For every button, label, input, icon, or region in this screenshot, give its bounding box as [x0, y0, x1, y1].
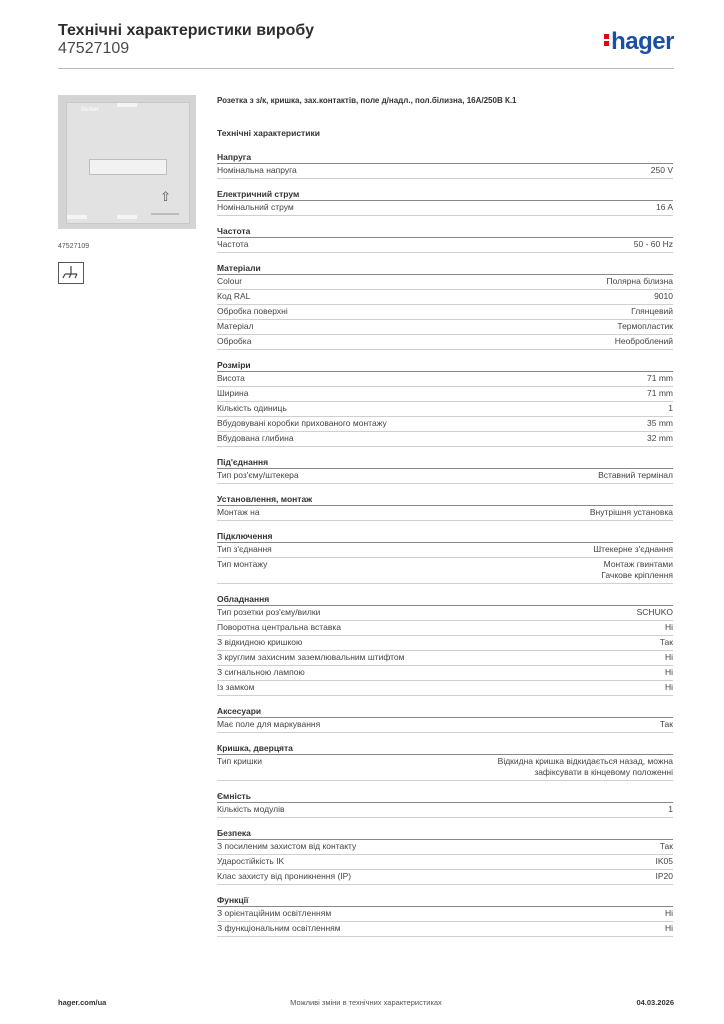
spec-row [217, 636, 673, 651]
spec-row [217, 870, 673, 885]
spec-value: Вставний термінал [598, 470, 673, 480]
spec-value: Ні [664, 667, 673, 677]
spec-group [217, 456, 673, 484]
spec-group-title: Ємність [217, 790, 673, 803]
spec-label: Ударостійкість IK [217, 856, 285, 866]
spec-group [217, 151, 673, 179]
spec-group-title: Аксесуари [217, 705, 673, 718]
spec-row [217, 164, 673, 179]
spec-groups [217, 151, 673, 937]
spec-group [217, 493, 673, 521]
spec-label: Має поле для маркування [217, 719, 321, 729]
spec-label: З посиленим захистом від контакту [217, 841, 357, 851]
spec-row [217, 718, 673, 733]
spec-value: 71 mm [647, 388, 673, 398]
spec-value: 9010 [654, 291, 673, 301]
spec-group [217, 359, 673, 447]
spec-group-title: Напруга [217, 151, 673, 164]
spec-group [217, 790, 673, 818]
spec-row [217, 275, 673, 290]
spec-value: Ні [664, 923, 673, 933]
spec-row [217, 621, 673, 636]
spec-label: Кількість модулів [217, 804, 285, 814]
spec-label: Монтаж на [217, 507, 260, 517]
spec-value: 50 - 60 Hz [633, 239, 673, 249]
spec-row [217, 681, 673, 696]
spec-row [217, 417, 673, 432]
spec-row [217, 402, 673, 417]
spec-label: Ширина [217, 388, 249, 398]
spec-value: Ні [664, 682, 673, 692]
footer-website[interactable]: hager.com/ua [58, 998, 107, 1007]
product-number: 47527109 [58, 40, 130, 57]
spec-label: Номінальна напруга [217, 165, 297, 175]
spec-group-title: Безпека [217, 827, 673, 840]
spec-value: Монтаж гвинтами Гачкове кріплення [601, 559, 673, 580]
spec-value: 1 [668, 403, 673, 413]
spec-group-title: Частота [217, 225, 673, 238]
spec-label: З функціональним освітленням [217, 923, 341, 933]
spec-label: Номінальний струм [217, 202, 294, 212]
spec-row [217, 606, 673, 621]
spec-group [217, 742, 673, 781]
spec-label: Тип роз'єму/штекера [217, 470, 299, 480]
spec-value: Штекерне з'єднання [593, 544, 673, 554]
spec-group-title: Функції [217, 894, 673, 907]
spec-row [217, 387, 673, 402]
spec-row [217, 651, 673, 666]
spec-row [217, 238, 673, 253]
spec-label: Обробка поверхні [217, 306, 288, 316]
spec-label: З орієнтаційним освітленням [217, 908, 332, 918]
spec-group [217, 262, 673, 350]
spec-group-title: Підключення [217, 530, 673, 543]
image-caption: 47527109 [58, 243, 90, 250]
spec-value: IK05 [655, 856, 673, 866]
spec-row [217, 803, 673, 818]
plate-bar [151, 213, 179, 215]
spec-row [217, 543, 673, 558]
page-header [58, 22, 674, 58]
spec-value: SCHUKO [636, 607, 673, 617]
spec-group-title: Кришка, дверцята [217, 742, 673, 755]
spec-group-title: Матеріали [217, 262, 673, 275]
socket-slot [117, 103, 137, 107]
spec-value: Так [659, 841, 673, 851]
spec-value: Так [659, 719, 673, 729]
spec-row [217, 432, 673, 447]
spec-value: 250 V [650, 165, 673, 175]
spec-label: Тип з'єднання [217, 544, 272, 554]
spec-label: Висота [217, 373, 245, 383]
label-field [89, 159, 167, 175]
spec-group [217, 188, 673, 216]
section-title: Технічні характеристики [217, 128, 320, 138]
spec-group-title: Електричний струм [217, 188, 673, 201]
socket-slot [67, 215, 87, 219]
spec-row [217, 755, 673, 781]
spec-row [217, 666, 673, 681]
spec-row [217, 855, 673, 870]
spec-value: 32 mm [647, 433, 673, 443]
spec-row [217, 201, 673, 216]
spec-value: 35 mm [647, 418, 673, 428]
spec-row [217, 305, 673, 320]
hager-logo [604, 28, 674, 56]
socket-slot [117, 215, 137, 219]
footer-note: Можливі зміни в технічних характеристиках [290, 998, 442, 1007]
spec-label: Поворотна центральна вставка [217, 622, 341, 632]
product-image [58, 95, 196, 229]
socket-plate [66, 102, 190, 224]
spec-label: Тип розетки роз'єму/вилки [217, 607, 321, 617]
spec-value: Глянцевий [631, 306, 673, 316]
spec-value: Внутрішня установка [589, 507, 673, 517]
spec-group-title: Під'єднання [217, 456, 673, 469]
up-arrow-icon: ⇧ [160, 189, 171, 204]
spec-group-title: Обладнання [217, 593, 673, 606]
spec-label: Клас захисту від проникнення (IP) [217, 871, 352, 881]
spec-label: З відкидною кришкою [217, 637, 303, 647]
spec-value: Необроблений [614, 336, 673, 346]
spec-label: Вбудована глибина [217, 433, 294, 443]
spec-value: Полярна білизна [606, 276, 673, 286]
earth-symbol-icon [58, 262, 84, 284]
spec-group-title: Розміри [217, 359, 673, 372]
spec-row [217, 907, 673, 922]
plate-brand: Berker [81, 107, 99, 113]
spec-value: Так [659, 637, 673, 647]
spec-group [217, 593, 673, 696]
spec-row [217, 558, 673, 584]
spec-label: Матеріал [217, 321, 254, 331]
spec-value: 16 A [655, 202, 673, 212]
spec-row [217, 290, 673, 305]
logo-text: hager [611, 28, 674, 55]
spec-row [217, 320, 673, 335]
spec-row [217, 506, 673, 521]
spec-value: Ні [664, 622, 673, 632]
spec-group [217, 827, 673, 885]
spec-value: Термопластик [617, 321, 673, 331]
spec-label: Код RAL [217, 291, 251, 301]
spec-row [217, 840, 673, 855]
spec-value: 1 [668, 804, 673, 814]
spec-group-title: Установлення, монтаж [217, 493, 673, 506]
spec-label: Із замком [217, 682, 255, 692]
header-divider [58, 68, 674, 69]
product-description: Розетка з з/к, кришка, зах.контактів, поле д/надл., пол.білизна, 16A/250В К.1 [217, 96, 517, 105]
spec-label: Тип кришки [217, 756, 263, 766]
spec-label: Colour [217, 276, 243, 286]
spec-row [217, 469, 673, 484]
spec-group [217, 225, 673, 253]
logo-dots-icon [604, 32, 609, 48]
spec-label: Частота [217, 239, 249, 249]
spec-value: Ні [664, 652, 673, 662]
spec-value: IP20 [655, 871, 673, 881]
spec-label: З круглим захисним заземлювальним штифтом [217, 652, 405, 662]
spec-label: Тип монтажу [217, 559, 268, 569]
spec-label: Кількість одиниць [217, 403, 287, 413]
spec-group [217, 894, 673, 937]
spec-group [217, 705, 673, 733]
page-title: Технічні характеристики виробу [58, 22, 314, 39]
spec-row [217, 372, 673, 387]
specs-panel [217, 95, 673, 946]
spec-row [217, 335, 673, 350]
spec-group [217, 530, 673, 584]
spec-label: Обробка [217, 336, 252, 346]
spec-value: Відкидна кришка відкидається назад, можна зафіксувати в кінцевому положенні [497, 756, 673, 777]
spec-label: Вбудовувані коробки прихованого монтажу [217, 418, 387, 428]
spec-value: Ні [664, 908, 673, 918]
spec-value: 71 mm [647, 373, 673, 383]
footer-date: 04.03.2026 [636, 998, 674, 1007]
spec-row [217, 922, 673, 937]
spec-label: З сигнальною лампою [217, 667, 305, 677]
